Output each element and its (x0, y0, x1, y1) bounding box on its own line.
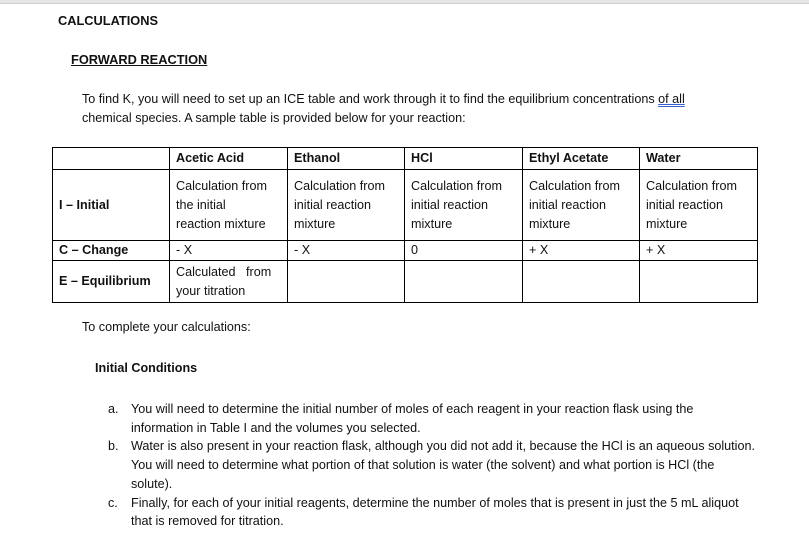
grammar-flagged-text[interactable]: of all (658, 92, 685, 106)
table-cell (640, 261, 758, 303)
window-top-edge (0, 0, 809, 4)
header-cell (53, 148, 170, 170)
table-cell (288, 261, 405, 303)
table-row (53, 170, 758, 241)
header-cell: Acetic Acid (170, 148, 288, 170)
list-marker: a. (108, 402, 119, 416)
table-cell: Calculation from initial reaction mixture (288, 170, 405, 241)
list-item (108, 400, 758, 437)
row-label: I – Initial (53, 170, 170, 241)
header-cell: Ethyl Acetate (523, 148, 640, 170)
instruction-list (108, 400, 758, 531)
subsection-heading: FORWARD REACTION (71, 52, 208, 67)
initial-conditions-heading: Initial Conditions (95, 361, 198, 375)
list-item-text: You will need to determine the initial number of moles of each reagent in your reaction flask using the information in Table I and the volumes you selected. (131, 402, 694, 435)
intro-paragraph (82, 90, 685, 128)
header-cell: Water (640, 148, 758, 170)
complete-calculations-text: To complete your calculations: (82, 320, 251, 334)
table-header-row (53, 148, 758, 170)
list-marker: c. (108, 495, 118, 510)
intro-line1: To find K, you will need to set up an ICE table and work through it to find the equilibrium concentrations (82, 92, 659, 106)
list-item (108, 494, 758, 531)
row-label: E – Equilibrium (53, 261, 170, 303)
table-row (53, 241, 758, 261)
table-cell: + X (640, 241, 758, 261)
list-item-text: Finally, for each of your initial reagents, determine the number of moles that is present in just the 5 mL aliquot that is removed for titration. (131, 495, 739, 529)
table-cell: - X (288, 241, 405, 261)
table-cell: Calculation from initial reaction mixture (523, 170, 640, 241)
table-cell: Calculation from initial reaction mixture (405, 170, 523, 241)
list-marker: b. (108, 439, 119, 454)
header-cell: Ethanol (288, 148, 405, 170)
ice-table (52, 147, 758, 303)
table-cell (523, 261, 640, 303)
table-cell: 0 (405, 241, 523, 261)
table-cell: Calculation from initial reaction mixture (640, 170, 758, 241)
table-cell: Calculated from your titration (170, 261, 288, 303)
table-cell: Calculation from the initial reaction mixture (170, 170, 288, 241)
table-row (53, 261, 758, 303)
section-heading: CALCULATIONS (58, 13, 158, 28)
table-cell: - X (170, 241, 288, 261)
list-item-text: Water is also present in your reaction flask, although you did not add it, because the HCl is an aqueous solution. You will need to determine what portion of that solution is water (the solvent) and what portion is HCl (the solute). (131, 439, 755, 491)
list-item (108, 437, 758, 493)
table-cell (405, 261, 523, 303)
intro-line2: chemical species. A sample table is provided below for your reaction: (82, 111, 466, 125)
row-label: C – Change (53, 241, 170, 261)
table-cell: + X (523, 241, 640, 261)
header-cell: HCl (405, 148, 523, 170)
